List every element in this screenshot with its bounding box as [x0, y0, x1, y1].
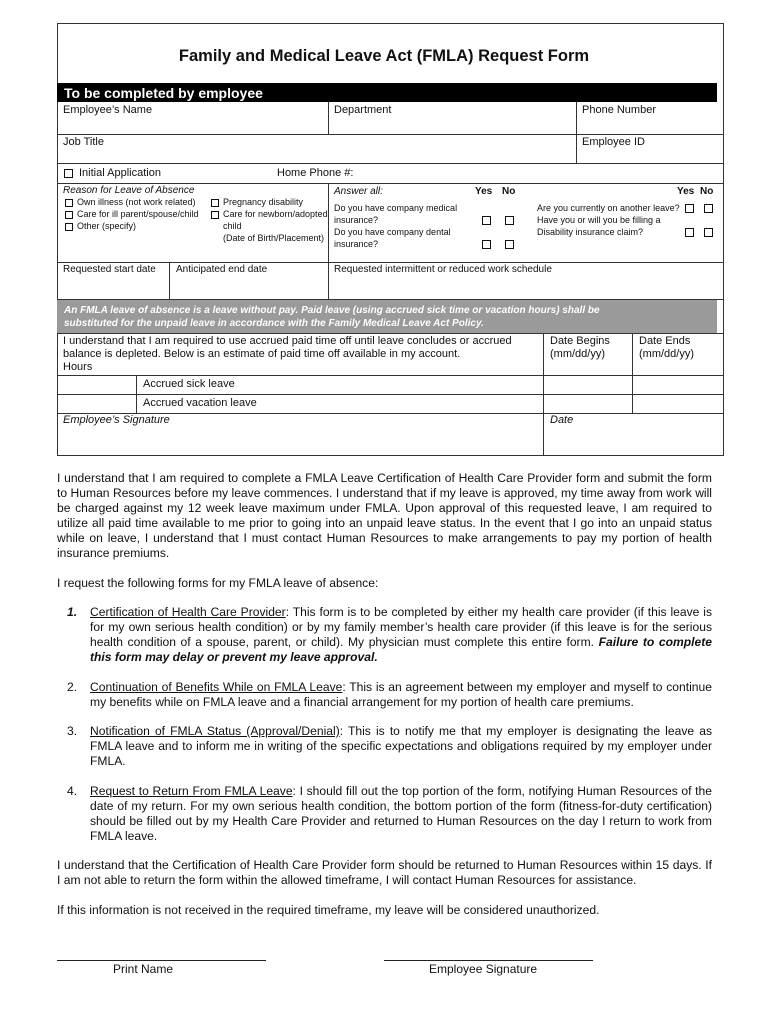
item-1 [90, 605, 712, 665]
q-disability-line2: Disability insurance claim? [537, 227, 644, 237]
dental-yes-checkbox[interactable] [482, 240, 491, 249]
own-illness-checkbox[interactable] [65, 199, 73, 207]
accrued-sick-label: Accrued sick leave [143, 378, 235, 390]
item-2-title: Continuation of Benefits While on FMLA Leave [90, 680, 343, 694]
no-header-right: No [700, 186, 714, 197]
item-4 [90, 784, 712, 844]
pregnancy-label: Pregnancy disability [223, 197, 304, 207]
item-4-title: Request to Return From FMLA Leave [90, 784, 293, 798]
item-4-text: : I should fill out the top portion of the form, notifying Human Resources of the date of my return. For my own serious health condition, the bottom portion of the form (fitness-for-duty certification) should be filled out by my Health Care Provider and returned to Human Resources on the day I return to work from FMLA leave. [90, 784, 712, 843]
job-title-label: Job Title [63, 136, 104, 148]
accrual-text-line1: I understand that I am required to use accrued paid time off until leave concludes or accrued [63, 335, 512, 347]
item-1-text: : This form is to be completed by either my health care provider (if this leave is for my own serious health condition) or by my family member’s health care provider (if this leave is for the serious health condition of a spouse, parent, or child). My physician must complete this entire form. [90, 605, 712, 649]
medical-yes-checkbox[interactable] [482, 216, 491, 225]
newborn-label-3: (Date of Birth/Placement) [223, 233, 325, 243]
newborn-label: Care for newborn/adopted [223, 209, 328, 219]
item-2 [90, 680, 712, 710]
q-other-leave: Are you currently on another leave? [537, 203, 680, 213]
date-label: Date [550, 414, 574, 426]
employee-name-label: Employee’s Name [63, 104, 153, 116]
q-dental-line1: Do you have company dental [334, 227, 451, 237]
q-dental-line2: insurance? [334, 239, 379, 249]
initial-application-checkbox[interactable] [64, 169, 73, 178]
initial-application-label: Initial Application [79, 167, 161, 179]
pregnancy-checkbox[interactable] [211, 199, 219, 207]
other-leave-no-checkbox[interactable] [704, 204, 713, 213]
form-title: Family and Medical Leave Act (FMLA) Request Form [178, 47, 590, 65]
hours-label: Hours [63, 361, 93, 373]
anticipated-end-label: Anticipated end date [176, 264, 268, 275]
item-1-bold: Failure to complete this form may delay or prevent my leave approval. [90, 635, 712, 664]
employee-signature-label: Employee’s Signature [63, 414, 170, 426]
item-3-number: 3. [67, 724, 78, 738]
q-disability-line1: Have you or will you be filling a [537, 215, 661, 225]
date-ends-label: Date Ends [639, 335, 691, 347]
section-header: To be completed by employee [64, 85, 263, 101]
item-2-text: : This is an agreement between my employer and myself to continue my benefits while on FMLA leave and a financial arrangement for my portion of health care premiums. [90, 680, 712, 709]
accrued-vacation-label: Accrued vacation leave [143, 397, 257, 409]
own-illness-label: Own illness (not work related) [77, 197, 196, 207]
employee-signature-bottom-label: Employee Signature [429, 962, 538, 976]
care-ill-checkbox[interactable] [65, 211, 73, 219]
disability-no-checkbox[interactable] [704, 228, 713, 237]
accrual-text-line2: balance is depleted. Below is an estimate of paid time off available in my account. [63, 348, 461, 360]
other-leave-yes-checkbox[interactable] [685, 204, 694, 213]
other-label: Other (specify) [77, 221, 137, 231]
paragraph-1: I understand that I am required to complete a FMLA Leave Certification of Health Care Provider form and submit the form to Human Resources before my leave commences. I understand that if my leave is approved, my time away from work will be charged against my 12 week leave maximum under FMLA. Upon approval of this requested leave, I am required to utilize all paid time available to me prior to going into an unpaid leave status. In the event that I go into an unpaid status while on leave, I understand that I must contact Human Resources to make arrangements to pay my portion of health insurance premiums. [57, 471, 712, 560]
q-medical-line2: insurance? [334, 215, 379, 225]
paragraph-3: I understand that the Certification of Health Care Provider form should be returned to Human Resources within 15 days. If I am not able to return the form within the allowed timeframe, I will contact Human Resources for assistance. [57, 858, 712, 887]
reason-heading: Reason for Leave of Absence [63, 185, 195, 196]
employee-id-label: Employee ID [582, 136, 645, 148]
requested-start-label: Requested start date [63, 264, 156, 275]
phone-number-label: Phone Number [582, 104, 656, 116]
notice-line2: substituted for the unpaid leave in accordance with the Family Medical Leave Act Policy. [64, 318, 484, 329]
date-begins-format: (mm/dd/yy) [550, 348, 605, 360]
disability-yes-checkbox[interactable] [685, 228, 694, 237]
print-name-line [57, 960, 266, 961]
other-checkbox[interactable] [65, 223, 73, 231]
no-header: No [502, 186, 516, 197]
item-3-text: : This is to notify me that my employer is designating the leave as FMLA leave and to inform me in writing of the specific expectations and obligations required by my employer under FMLA. [90, 724, 712, 768]
dental-no-checkbox[interactable] [505, 240, 514, 249]
newborn-checkbox[interactable] [211, 211, 219, 219]
date-ends-format: (mm/dd/yy) [639, 348, 694, 360]
item-1-number: 1. [67, 605, 78, 619]
schedule-label: Requested intermittent or reduced work schedule [334, 264, 552, 275]
yes-header: Yes [475, 186, 493, 197]
item-1-title: Certification of Health Care Provider [90, 605, 286, 619]
newborn-label-2: child [223, 221, 242, 231]
paragraph-2: I request the following forms for my FMLA leave of absence: [57, 576, 379, 590]
q-medical-line1: Do you have company medical [334, 203, 458, 213]
care-ill-label: Care for ill parent/spouse/child [77, 209, 199, 219]
yes-header-right: Yes [677, 186, 695, 197]
home-phone-label: Home Phone #: [277, 167, 354, 179]
item-3 [90, 724, 712, 769]
notice-line1: An FMLA leave of absence is a leave without pay. Paid leave (using accrued sick time or vacation hours) shall be [64, 305, 600, 316]
print-name-label: Print Name [113, 962, 174, 976]
paragraph-4: If this information is not received in the required timeframe, my leave will be considered unauthorized. [57, 903, 600, 917]
answer-all-heading: Answer all: [334, 186, 383, 197]
department-label: Department [334, 104, 392, 116]
item-4-number: 4. [67, 784, 78, 798]
item-3-title: Notification of FMLA Status (Approval/Denial) [90, 724, 340, 738]
medical-no-checkbox[interactable] [505, 216, 514, 225]
employee-signature-line [384, 960, 593, 961]
date-begins-label: Date Begins [550, 335, 610, 347]
item-2-number: 2. [67, 680, 78, 694]
